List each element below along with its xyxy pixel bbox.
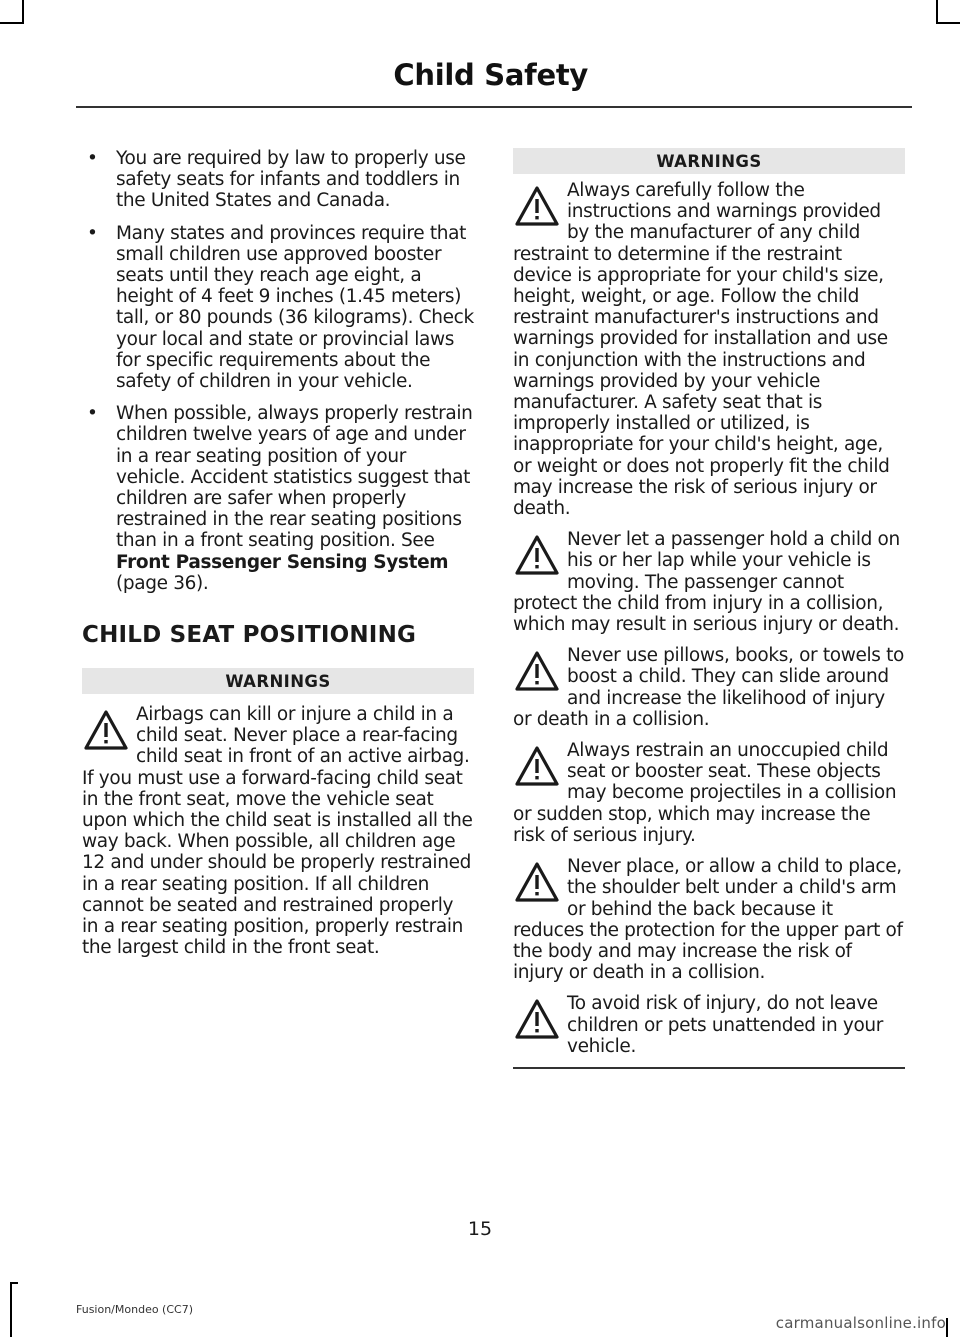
bullet-list [82,148,474,594]
crop-mark [946,1318,948,1337]
warning-text: Never place, or allow a child to place, the shoulder belt under a child's arm or behind the back because it reduces the protection for the upper part of the body and may increase the risk of injury or death in a collision. [513,856,903,984]
warning-item [513,993,905,1057]
crop-mark [936,0,938,24]
warnings-header: WARNINGS [82,668,474,694]
header-divider [76,106,912,108]
warning-item [513,856,905,983]
warning-item [513,740,905,846]
warning-item [513,529,905,635]
warning-item [513,180,905,519]
list-item: • You are required by law to properly use safety seats for infants and toddlers in the United States and Canada. [82,148,474,212]
page-title: Child Safety [393,58,588,92]
warning-text: Never use pillows, books, or towels to boost a child. They can slide around and increase the likelihood of injury or death in a collision. [513,645,904,730]
warning-item [513,645,905,730]
crop-mark [22,0,24,24]
footer-model: Fusion/Mondeo (CC7) [76,1303,194,1316]
warning-triangle-icon [513,533,561,579]
warning-triangle-icon [513,184,561,230]
warning-triangle-icon [82,708,130,754]
warning-item [82,704,474,958]
page-number: 15 [467,1218,493,1240]
list-item: • Many states and provinces require that small children use approved booster seats until they reach age eight, a height of 4 feet 9 inches (1.45 meters) tall, or 80 pounds (36 kilograms). Check your local and state or provincial laws for specific requirements about the safety of children in your vehicle. [82,223,474,393]
list-item: • When possible, always properly restrain children twelve years of age and under in a rear seating position of your vehicle. Accident statistics suggest that children are safer when properly restrained in the rear seating positions than in a front seating position. See Front Passenger Sensing System (page 36). [82,403,474,594]
warning-triangle-icon [513,649,561,695]
crop-mark [10,1282,18,1284]
warning-text: Always restrain an unoccupied child seat or booster seat. These objects may become projectiles in a collision or sudden stop, which may increase the risk of serious injury. [513,740,897,846]
cross-reference-link[interactable]: Front Passenger Sensing System [116,551,449,573]
right-column [513,148,905,1069]
section-heading: CHILD SEAT POSITIONING [82,622,417,649]
warning-text: Never let a passenger hold a child on his or her lap while your vehicle is moving. The passenger cannot protect the child from injury in a collision, which may result in serious injury or death. [513,529,900,636]
crop-mark [0,22,22,24]
crop-mark [10,1282,12,1337]
warnings-end-divider [513,1067,905,1069]
warning-text: Airbags can kill or injure a child in a child seat. Never place a rear-facing child seat in front of an active airbag. If you must use a forward-facing child seat in the front seat, move the vehicle seat upon which the child seat is installed all the way back. When possible, all children age 12 and under should be properly restrained in a rear seating position. If all children cannot be seated and restrained properly in a rear seating position, properly restrain the largest child in the front seat. [82,704,473,959]
warnings-header: WARNINGS [513,148,905,174]
crop-mark [938,22,960,24]
warning-triangle-icon [513,744,561,790]
warning-text: To avoid risk of injury, do not leave children or pets unattended in your vehicle. [567,993,884,1057]
warning-text: Always carefully follow the instructions and warnings provided by the manufacturer of any child restraint to determine if the restraint device is appropriate for your child's size, height, weight, or age. Follow the child restraint manufacturer's instructions and warnings provided for installation and use in conjunction with the instructions and warnings provided by your vehicle manufacturer. A safety seat that is improperly installed or utilized, is inappropriate for your child's height, age, or weight or does not properly fit the child may increase the risk of serious injury or death. [513,180,890,520]
watermark: carmanualsonline.info [775,1314,946,1332]
warning-triangle-icon [513,860,561,906]
left-column [82,148,474,959]
warning-triangle-icon [513,997,561,1043]
